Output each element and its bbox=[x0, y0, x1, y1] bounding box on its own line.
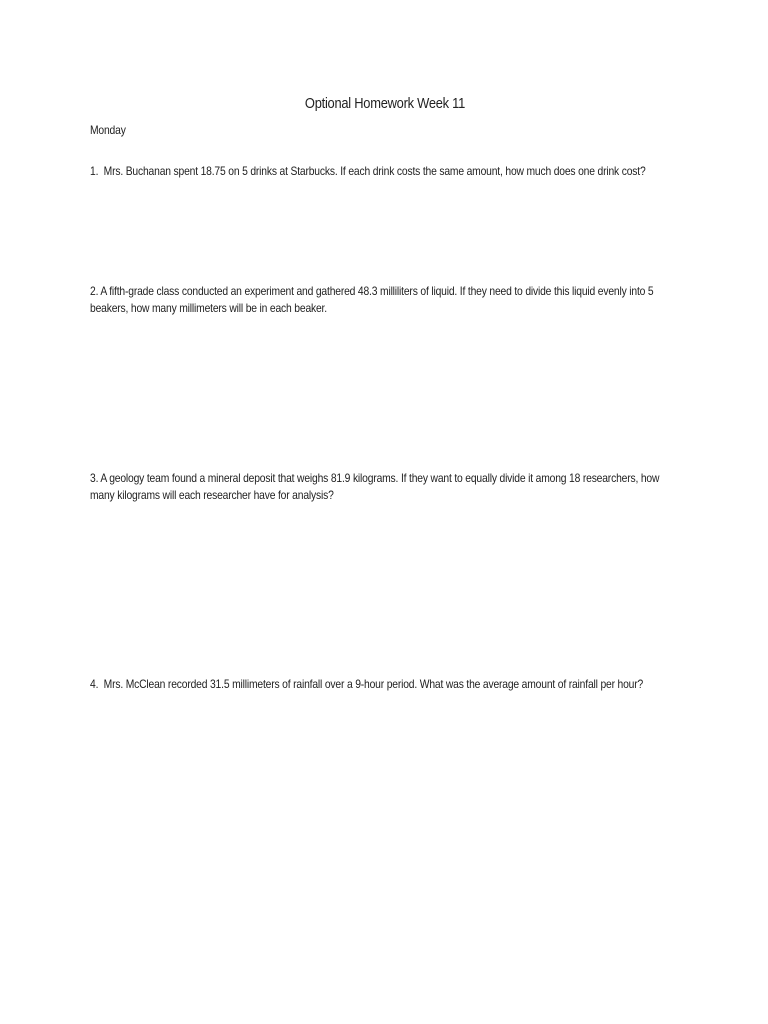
day-heading: Monday bbox=[90, 123, 126, 137]
question-4: 4. Mrs. McClean recorded 31.5 millimeters of rainfall over a 9-hour period. What was the average amount of rainfall per hour? bbox=[90, 677, 644, 691]
question-3: 3. A geology team found a mineral deposit that weighs 81.9 kilograms. If they want to equally divide it among 18 researchers, how many kilograms will each researcher have for analysis? bbox=[90, 471, 662, 502]
question-1: 1. Mrs. Buchanan spent 18.75 on 5 drinks at Starbucks. If each drink costs the same amount, how much does one drink cost? bbox=[90, 164, 646, 178]
document-title: Optional Homework Week 11 bbox=[304, 95, 466, 112]
question-2: 2. A fifth-grade class conducted an experiment and gathered 48.3 milliliters of liquid. If they need to divide this liquid evenly into 5 beakers, how many millimeters will be in each beaker. bbox=[90, 284, 657, 315]
